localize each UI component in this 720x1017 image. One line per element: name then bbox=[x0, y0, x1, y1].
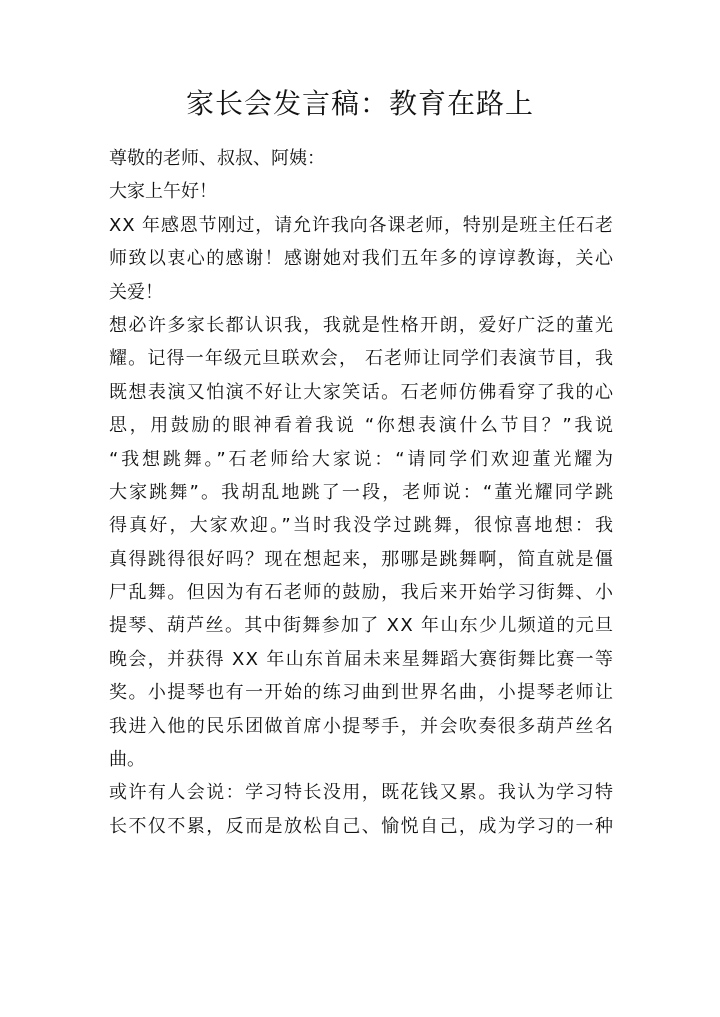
text-line-content: “我想跳舞。”石老师给大家说：“请同学们欢迎董光耀为 bbox=[109, 448, 616, 470]
text-line bbox=[109, 342, 613, 375]
text-line-content: 关爱！ bbox=[109, 281, 163, 303]
text-line-content: 得真好，大家欢迎。”当时我没学过跳舞，很惊喜地想：我 bbox=[109, 515, 616, 537]
text-line-content: 耀。记得一年级元旦联欢会， 石老师让同学们表演节目，我 bbox=[109, 348, 615, 370]
text-line-content: 奖。小提琴也有一开始的练习曲到世界名曲，小提琴老师让 bbox=[109, 682, 615, 704]
text-line bbox=[109, 543, 613, 576]
text-line-content: XX 年感恩节刚过，请允许我向各课老师，特别是班主任石老 bbox=[109, 214, 614, 236]
text-line-content: 长不仅不累，反而是放松自己、愉悦自己，成为学习的一种 bbox=[109, 815, 615, 837]
text-line bbox=[109, 710, 613, 743]
text-line-content: 师致以衷心的感谢！感谢她对我们五年多的谆谆教诲，关心 bbox=[109, 248, 615, 270]
text-line bbox=[109, 175, 613, 208]
text-line-content: 我进入他的民乐团做首席小提琴手，并会吹奏很多葫芦丝名 bbox=[109, 715, 615, 737]
text-line-content: 提琴、葫芦丝。其中街舞参加了 XX 年山东少儿频道的元旦 bbox=[109, 615, 615, 637]
text-line bbox=[109, 409, 616, 442]
text-line-content: 想必许多家长都认识我，我就是性格开朗，爱好广泛的董光 bbox=[109, 314, 615, 336]
text-line-content: 大家跳舞”。我胡乱地跳了一段，老师说：“董光耀同学跳 bbox=[109, 481, 616, 503]
text-line-content: 既想表演又怕演不好让大家笑话。石老师仿佛看穿了我的心 bbox=[109, 381, 615, 403]
document-body bbox=[109, 142, 616, 843]
text-line-content: 晚会，并获得 XX 年山东首届未来星舞蹈大赛街舞比赛一等 bbox=[109, 648, 615, 670]
text-line bbox=[109, 209, 613, 242]
text-line-content: 尸乱舞。但因为有石老师的鼓励，我后来开始学习街舞、小 bbox=[109, 582, 615, 604]
text-line bbox=[109, 142, 613, 175]
text-line bbox=[109, 609, 613, 642]
text-line-content: 思，用鼓励的眼神看着我说 “你想表演什么节目？”我说 bbox=[109, 415, 616, 437]
text-line bbox=[109, 810, 613, 843]
text-line bbox=[109, 476, 616, 509]
text-line bbox=[109, 276, 613, 309]
text-line-content: 或许有人会说：学习特长没用，既花钱又累。我认为学习特 bbox=[109, 782, 615, 804]
text-line-content: 尊敬的老师、叔叔、阿姨： bbox=[109, 148, 325, 169]
text-line bbox=[109, 443, 616, 476]
document-title: 家长会发言稿：教育在路上 bbox=[185, 87, 534, 120]
text-line bbox=[109, 776, 613, 809]
text-line-content: 真得跳得很好吗？现在想起来，那哪是跳舞啊，简直就是僵 bbox=[109, 548, 615, 570]
text-line bbox=[109, 509, 616, 542]
text-line-content: 大家上午好！ bbox=[109, 181, 217, 203]
text-line bbox=[109, 676, 613, 709]
text-line bbox=[109, 309, 613, 342]
text-line-content: 曲。 bbox=[109, 749, 145, 771]
text-line bbox=[109, 643, 613, 676]
text-line bbox=[109, 376, 613, 409]
text-line bbox=[109, 242, 613, 275]
text-line bbox=[109, 576, 613, 609]
text-line bbox=[109, 743, 613, 776]
